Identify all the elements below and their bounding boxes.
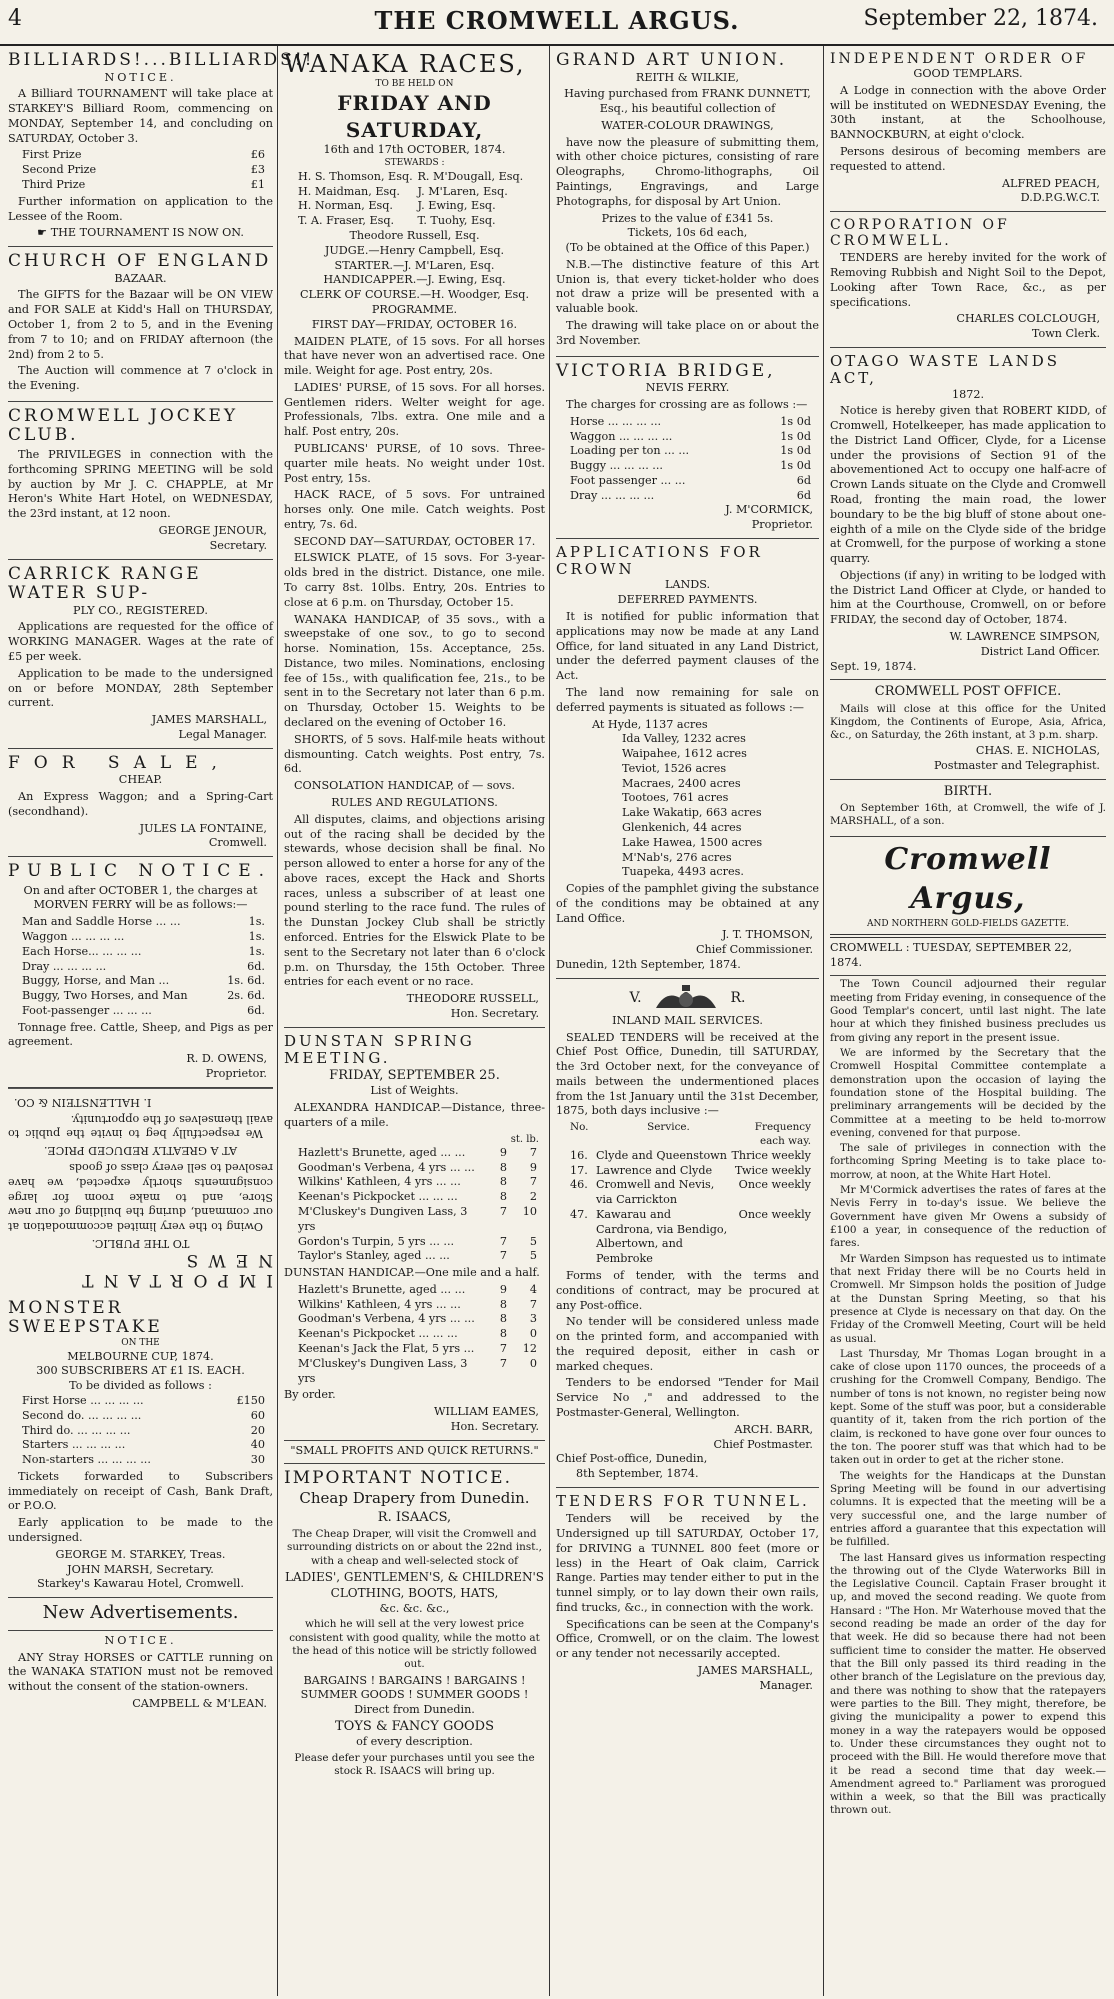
mail-role: Chief Postmaster. <box>713 1437 813 1451</box>
steward-row: T. A. Fraser, Esq. T. Tuohy, Esq. <box>298 214 496 228</box>
land-item: Macraes, 2400 acres <box>622 776 741 790</box>
royal-crest-line <box>556 982 819 1014</box>
for-sale-heading: FOR SALE, <box>8 752 231 773</box>
victoria-sub: NEVIS FERRY. <box>645 381 730 395</box>
jockey-body: The PRIVILEGES in connection with the forthcoming SPRING MEETING will be sold by auction by Mr J. C. CHAPPLE, at Mr Heron's White Hart Hotel, on WEDNESDAY, the 23rd instant, at 12 noon. <box>8 448 273 521</box>
weight-row: Taylor's Stanley, aged ... ... 7 5 <box>298 1249 537 1263</box>
jockey-heading: CROMWELL JOCKEY CLUB. <box>8 405 239 446</box>
vr-v: V. <box>629 989 642 1006</box>
crown-deferred: DEFERRED PAYMENTS. <box>617 593 758 607</box>
sweepstake-prize-row: Second do. ... ... ... ... 60 <box>22 1408 265 1422</box>
wanaka-days: FRIDAY AND SATURDAY, <box>337 91 492 142</box>
drapery-heading: IMPORTANT NOTICE. <box>284 1468 512 1489</box>
post-office-ad <box>830 680 1106 780</box>
victoria-signature: J. M'CORMICK, <box>725 503 813 517</box>
otago-year: 1872. <box>951 387 985 401</box>
carrick-sub: PLY CO., REGISTERED. <box>73 603 208 617</box>
argus-logo: Cromwell Argus, <box>884 841 1052 917</box>
drapery-bargains: BARGAINS ! BARGAINS ! BARGAINS ! <box>303 1673 526 1687</box>
art-union-firm: REITH & WILKIE, <box>635 70 740 84</box>
land-item: Lake Hawea, 1500 acres <box>622 835 763 849</box>
sweepstake-prize-row: Third do. ... ... ... ... 20 <box>22 1423 265 1437</box>
land-item: At Hyde, 1137 acres <box>592 717 708 731</box>
carrick-heading: CARRICK RANGE WATER SUP- <box>8 563 202 604</box>
weight-row: Wilkins' Kathleen, 4 yrs ... ... 8 7 <box>298 1297 537 1311</box>
rules-title: RULES AND REGULATIONS. <box>331 795 498 809</box>
news-paragraph: Last Thursday, Mr Thomas Logan brought in a cake of close upon 1170 ounces, the proceeds of a crushing for the Cromwell Company, Bendigo. The number of tons is not known, no register being now kept. Some of the stuff was poor, but a considerable quantity of it, taken from the rich portion of the claim, is reckoned to have gone over four ounces to the ton. The poorer stuff was that which had to be taken out in order to get at the richer stone. <box>830 1347 1106 1467</box>
sweepstake-prize-row: Non-starters ... ... ... ... 30 <box>22 1453 265 1467</box>
stray-notice-body: ANY Stray HORSES or CATTLE running on the WANAKA STATION must not be removed without the consent of the station-owners. <box>8 1650 273 1694</box>
drapery-body-2: which he will sell at the very lowest price consistent with good quality, while the motto at the head of this notice will be strictly followed out. <box>289 1618 540 1671</box>
tunnel-spec: Specifications can be seen at the Company's Office, Cromwell, or on the claim. The lowest or any tender not necessarily accepted. <box>556 1617 819 1661</box>
stray-horses-ad <box>8 1631 273 1717</box>
dunstan-handicap: DUNSTAN HANDICAP.—One mile and a half. <box>284 1266 540 1280</box>
public-notice-ad <box>8 857 273 1088</box>
birth-heading: BIRTH. <box>943 784 993 799</box>
church-heading: CHURCH OF ENGLAND <box>8 251 272 272</box>
issue-date: September 22, 1874. <box>863 6 1098 31</box>
inland-mail-ad <box>556 979 819 1488</box>
mail-endorse: Tenders to be endorsed "Tender for Mail Service No ," and addressed to the Postmaster-General, Wellington. <box>556 1376 819 1419</box>
land-item: Tuapeka, 4493 acres. <box>622 865 744 879</box>
victoria-intro: The charges for crossing are as follows :— <box>566 397 808 411</box>
alexandra-handicap: ALEXANDRA HANDICAP.—Distance, three-quarters of a mile. <box>284 1101 545 1129</box>
page-header <box>0 0 1114 46</box>
art-union-body: have now the pleasure of submitting them, with other choice pictures, consisting of rare Oleographs, Chromo-lithographs, Oil Paintings, Engravings, and Large Photographs, for disposal by Art Union. <box>556 135 819 208</box>
important-news-ad-upside-down <box>8 1088 273 1294</box>
wanaka-signature: THEODORE RUSSELL, <box>406 992 539 1006</box>
sweepstake-on: ON THE <box>121 1337 160 1348</box>
drapery-name: R. ISAACS, <box>377 1509 452 1525</box>
weight-row: Keenan's Pickpocket ... ... ... 8 0 <box>298 1327 537 1341</box>
corporation-body: TENDERS are hereby invited for the work of Removing Rubbish and Night Soil to the Depot, Looking after Town Race, &c., as per specifications. <box>830 251 1106 309</box>
cheap-drapery-ad <box>284 1464 545 1785</box>
bridge-rate-row: Dray ... ... ... ... 6d <box>570 488 811 502</box>
weight-row: Gordon's Turpin, 5 yrs ... ... 7 5 <box>298 1234 537 1248</box>
mail-office: Chief Post-office, Dunedin, <box>556 1452 708 1466</box>
tunnel-heading: TENDERS FOR TUNNEL. <box>556 1491 810 1510</box>
corporation-heading: CORPORATION OF CROMWELL. <box>830 217 1010 250</box>
race-entry: ELSWICK PLATE, of 15 sovs. For 3-year-olds bred in the district. Distance, one mile. To carry 8st. 10lbs. Entry, 20s. Entries to close at 6 p.m. on Thursday, October 15. <box>284 551 545 609</box>
ferry-rate-row: Man and Saddle Horse ... ... 1s. <box>22 915 265 929</box>
public-notice-heading: PUBLIC NOTICE. <box>8 861 273 882</box>
mail-table-header: No. Service. Frequency each way. <box>570 1121 811 1147</box>
church-body: The GIFTS for the Bazaar will be ON VIEW and FOR SALE at Kidd's Hall on THURSDAY, October 1, from 2 to 5, and in the Evening from 7 to 10; and on FRIDAY afternoon (the 2nd) from 2 to 5. <box>8 288 273 361</box>
drapery-sub: Cheap Drapery from Dunedin. <box>299 1489 530 1508</box>
mail-forms: Forms of tender, with the terms and conditions of contract, may be procured at any Post-office. <box>556 1268 819 1312</box>
steward-row: H. Norman, Esq. J. Ewing, Esq. <box>298 199 496 213</box>
birth-body: On September 16th, at Cromwell, the wife of J. MARSHALL, of a son. <box>830 802 1106 828</box>
billiards-footer: ☛ THE TOURNAMENT IS NOW ON. <box>37 226 244 240</box>
steward-last: Theodore Russell, Esq. <box>349 229 480 243</box>
templars-role: D.D.P.G.W.C.T. <box>1020 191 1100 205</box>
race-entry: MAIDEN PLATE, of 15 sovs. For all horses that have never won an advertised race. One mile. Weight for age. Post entry, 20s. <box>284 334 545 378</box>
news-paragraph: We are informed by the Secretary that the Cromwell Hospital Committee contemplate a demonstration upon the occasion of laying the foundation stone of the Hospital building. The preliminary arrangements will be decided by the Committee at a meeting to be held to-morrow evening, convened for that purpose. <box>830 1046 1106 1139</box>
billiards-ad <box>8 46 315 247</box>
column-4 <box>826 46 1110 1996</box>
crown-body: It is notified for public information that applications may now be made at any Land Office, for land situated in any Land District, under the deferred payment clauses of the Act. <box>556 610 819 683</box>
weight-row: M'Cluskey's Dungiven Lass, 3 yrs 7 10 <box>298 1204 537 1233</box>
royal-crest-icon <box>646 982 726 1014</box>
important-news-invite: We respectfully beg to invite the public to avail themselves of the opportunity. <box>8 1112 273 1141</box>
weight-row: Goodman's Verbena, 4 yrs ... ... 8 3 <box>298 1312 537 1326</box>
drapery-summer: SUMMER GOODS ! SUMMER GOODS ! <box>300 1688 529 1702</box>
wanaka-handicapper: HANDICAPPER.—J. Ewing, Esq. <box>323 273 506 287</box>
news-paragraph: The weights for the Handicaps at the Dunstan Spring Meeting will be found in our advertising columns. It is expected that the meeting will be a very successful one, and the large number of entries afford a guarantee that this expectation will be fulfilled. <box>830 1469 1106 1549</box>
corporation-role: Town Clerk. <box>1031 327 1100 341</box>
race-entry: WANAKA HANDICAP, of 35 sovs., with a sweepstake of one sov., to go to second horse. Nomination, 15s. Acceptance, 25s. Distance, two miles. Nominations, enclosing fee of 15s., with qualification fee, 21s., to be sent in to the Secretary not later than 6 p.m. on Thursday, October 15. Weights to be declared on the evening of October 16. <box>284 612 545 730</box>
ferry-rate-row: Foot-passenger ... ... ... 6d. <box>22 1003 265 1017</box>
good-templars-ad <box>830 46 1106 212</box>
masthead-rule <box>830 934 1106 938</box>
land-item: Glenkenich, 44 acres <box>622 820 742 834</box>
land-item: Tootoes, 761 acres <box>622 791 729 805</box>
land-item: Ida Valley, 1232 acres <box>622 732 746 746</box>
masthead <box>830 837 1106 977</box>
drapery-every: of every description. <box>356 1735 473 1749</box>
carrick-body-2: Application to be made to the undersigned on or before MONDAY, 28th September current. <box>8 666 273 710</box>
wanaka-clerk: CLERK OF COURSE.—H. Woodger, Esq. <box>299 288 530 302</box>
carrick-signature: JAMES MARSHALL, <box>151 713 267 727</box>
for-sale-place: Cromwell. <box>208 836 267 850</box>
for-sale-signature: JULES LA FONTAINE, <box>139 821 267 835</box>
prize-row: First Prize £6 <box>22 148 265 162</box>
wanaka-judge: JUDGE.—Henry Campbell, Esq. <box>324 243 505 257</box>
weight-row: Hazlett's Brunette, aged ... ... 9 7 <box>298 1145 537 1159</box>
column-2 <box>280 46 550 1996</box>
weight-row: Hazlett's Brunette, aged ... ... 9 4 <box>298 1282 537 1296</box>
bridge-rate-row: Foot passenger ... ... 6d <box>570 473 811 487</box>
billiards-notice: NOTICE. <box>104 70 177 84</box>
important-news-sub: TO THE PUBLIC. <box>91 1236 190 1250</box>
race-entry: PUBLICANS' PURSE, of 10 sovs. Three-quarter mile heats. No weight under 10st. Post entry, 15s. <box>284 441 545 485</box>
news-column <box>830 978 1106 1817</box>
victoria-role: Proprietor. <box>751 518 813 532</box>
art-union-obtain: (To be obtained at the Office of this Paper.) <box>565 241 810 255</box>
weight-row: Wilkins' Kathleen, 4 yrs ... ... 8 7 <box>298 1175 537 1189</box>
sweepstake-subscribers: 300 SUBSCRIBERS AT £1 IS. EACH. <box>36 1364 245 1378</box>
billiards-further: Further information on application to the Lessee of the Room. <box>8 194 273 223</box>
carrick-role: Legal Manager. <box>178 727 267 741</box>
ferry-rate-row: Dray ... ... ... ... 6d. <box>22 959 265 973</box>
mail-service-row: 17. Lawrence and Clyde Twice weekly <box>570 1163 811 1177</box>
public-notice-intro: On and after OCTOBER 1, the charges at MORVEN FERRY will be as follows:— <box>23 883 258 912</box>
wanaka-day-1: FIRST DAY—FRIDAY, OCTOBER 16. <box>311 317 518 331</box>
crown-signature: J. T. THOMSON, <box>722 928 813 942</box>
otago-signature: W. LAWRENCE SIMPSON, <box>949 630 1100 643</box>
small-profits-banner <box>284 1441 545 1465</box>
dunstan-signature: WILLIAM EAMES, <box>434 1405 539 1419</box>
billiards-heading: BILLIARDS!...BILLIARDS!! <box>8 50 315 70</box>
tunnel-tenders-ad <box>556 1488 819 1699</box>
otago-date: Sept. 19, 1874. <box>830 659 917 673</box>
sweepstake-sign-3: Starkey's Kawarau Hotel, Cromwell. <box>37 1577 244 1591</box>
art-union-tickets: Tickets, 10s 6d each, <box>627 226 748 240</box>
wanaka-day-2: SECOND DAY—SATURDAY, OCTOBER 17. <box>293 534 536 548</box>
wanaka-role: Hon. Secretary. <box>450 1006 539 1020</box>
wanaka-programme: PROGRAMME. <box>371 302 458 316</box>
church-auction: The Auction will commence at 7 o'clock in the Evening. <box>8 364 273 393</box>
wanaka-races-ad <box>284 46 545 1028</box>
art-union-ad <box>556 46 819 357</box>
post-office-body: Mails will close at this office for the United Kingdom, the Continents of Europe, Asia, Africa, &c., on Saturday, the 26th instant, at 3 p.m. sharp. <box>830 702 1106 742</box>
post-office-signature: CHAS. E. NICHOLAS, <box>975 744 1100 758</box>
land-item: Waipahee, 1612 acres <box>622 747 747 761</box>
newspaper-title: THE CROMWELL ARGUS. <box>374 6 740 35</box>
masthead-sub: AND NORTHERN GOLD-FIELDS GAZETTE. <box>867 918 1069 929</box>
church-sub: BAZAAR. <box>114 271 167 285</box>
important-news-price: AT A GREATLY REDUCED PRICE. <box>43 1143 238 1157</box>
new-advertisements-heading: New Advertisements. <box>42 1602 239 1624</box>
bridge-rate-row: Horse ... ... ... ... 1s 0d <box>570 414 811 428</box>
sweepstake-cup: MELBOURNE CUP, 1874. <box>67 1349 214 1363</box>
public-notice-signature: R. D. OWENS, <box>186 1052 267 1066</box>
weight-row: Goodman's Verbena, 4 yrs ... ... 8 9 <box>298 1160 537 1174</box>
sweepstake-prize-row: Starters ... ... ... ... 40 <box>22 1438 265 1452</box>
page-number: 4 <box>8 6 22 31</box>
drapery-toys: TOYS & FANCY GOODS <box>335 1718 494 1734</box>
steward-row: H. Maidman, Esq. J. M'Laren, Esq. <box>298 184 508 198</box>
art-union-intro: Having purchased from FRANK DUNNETT, Esq., his beautiful collection of <box>564 87 811 116</box>
race-entry: SHORTS, of 5 sovs. Half-mile heats without dismounting. Catch weights. Post entry, 7s. 6d. <box>284 732 545 776</box>
weight-row: Keenan's Jack the Flat, 5 yrs ... 7 12 <box>298 1342 537 1355</box>
drapery-goods: LADIES', GENTLEMEN'S, & CHILDREN'S CLOTHING, BOOTS, HATS, <box>284 1569 545 1600</box>
stray-notice-signature: CAMPBELL & M'LEAN. <box>132 1697 267 1711</box>
wanaka-starter: STARTER.—J. M'Laren, Esq. <box>334 258 495 272</box>
art-union-drawing: The drawing will take place on or about the 3rd November. <box>556 319 819 347</box>
for-sale-body: An Express Waggon; and a Spring-Cart (secondhand). <box>8 789 273 818</box>
important-news-heading: IMPORTANT NEWS <box>72 1250 273 1290</box>
race-entry: LADIES' PURSE, of 15 sovs. For all horses. Gentlemen riders. Welter weight for age. Professionals, 7lbs. extra. One mile and a half. Post entry, 20s. <box>284 380 545 439</box>
corporation-signature: CHARLES COLCLOUGH, <box>956 312 1100 326</box>
mail-heading: INLAND MAIL SERVICES. <box>612 1013 763 1027</box>
templars-persons: Persons desirous of becoming members are requested to attend. <box>830 145 1106 173</box>
jockey-club-ad <box>8 402 273 560</box>
otago-role: District Land Officer. <box>980 644 1100 658</box>
mail-no-tender: No tender will be considered unless made on the printed form, and accompanied with the required deposit, either in cash or marked cheques. <box>556 1315 819 1373</box>
prize-row: Second Prize £3 <box>22 163 265 177</box>
mail-service-row: 47. Kawarau and Cardrona, via Bendigo, Albertown, and Pembroke Once weekly <box>570 1207 811 1266</box>
ferry-rate-row: Each Horse... ... ... ... 1s. <box>22 944 265 958</box>
bridge-rate-row: Waggon ... ... ... ... 1s 0d <box>570 429 811 443</box>
dunstan-list: List of Weights. <box>370 1084 459 1098</box>
art-union-nb: N.B.—The distinctive feature of this Art Union is, that every ticket-holder who does not draw a prize will be presented with a valuable book. <box>556 257 819 316</box>
race-entry: HACK RACE, of 5 sovs. For untrained horses only. One mile. Catch weights. Post entry, 7s. 6d. <box>284 488 545 531</box>
weight-row: Keenan's Pickpocket ... ... ... 8 2 <box>298 1190 537 1204</box>
wanaka-heading: WANAKA RACES, <box>284 50 526 78</box>
dunstan-day: FRIDAY, SEPTEMBER 25. <box>329 1068 500 1084</box>
mail-service-row: 46. Cromwell and Nevis, via Carrickton Once weekly <box>570 1178 811 1207</box>
post-office-role: Postmaster and Telegraphist. <box>933 759 1100 773</box>
sweepstake-sign-2: JOHN MARSH, Secretary. <box>67 1562 214 1576</box>
land-item: Teviot, 1526 acres <box>622 761 727 775</box>
stewards-title: STEWARDS : <box>384 158 445 169</box>
dunstan-role: Hon. Secretary. <box>450 1419 539 1433</box>
small-profits-text: "SMALL PROFITS AND QUICK RETURNS." <box>290 1443 539 1457</box>
crown-sub: LANDS. <box>664 578 711 592</box>
carrick-water-ad <box>8 560 273 749</box>
sweepstake-divided: To be divided as follows : <box>69 1379 212 1393</box>
land-item: M'Nab's, 276 acres <box>622 850 732 864</box>
tunnel-role: Manager. <box>759 1678 813 1692</box>
new-advertisements-banner <box>8 1598 273 1631</box>
news-paragraph: The sale of privileges in connection with the forthcoming Spring Meeting is to take place to-morrow, at noon, at the White Hart Hotel. <box>830 1142 1106 1181</box>
otago-heading: OTAGO WASTE LANDS ACT, <box>830 352 1061 388</box>
mail-service-row: 16. Clyde and Queenstown Thrice weekly <box>570 1148 811 1162</box>
otago-objections: Objections (if any) in writing to be lodged with the District Land Officer at Clyde, or handed to him at the Courthouse, Cromwell, on or before FRIDAY, the second day of October, 1874. <box>830 568 1106 627</box>
dunstan-order: By order. <box>284 1388 336 1402</box>
drapery-defer: Please defer your purchases until you see the stock R. ISAACS will bring up. <box>294 1751 535 1778</box>
bridge-rate-row: Loading per ton ... ... 1s 0d <box>570 444 811 458</box>
otago-body: Notice is hereby given that ROBERT KIDD, of Cromwell, Hotelkeeper, has made application to the District Land Officer, Clyde, for a License under the provisions of Section 91 of the abovementioned Act to occupy one half-acre of Crown Lands situate on the Clyde and Cromwell Road, fronting the main road, the lower boundary to be the big bluff of stone about one-eighth of a mile on the Clyde side of the bridge at Cromwell, for the purpose of working a stone quarry. <box>830 404 1106 566</box>
drapery-etc: &c. &c. &c., <box>379 1601 450 1615</box>
crown-role: Chief Commissioner. <box>695 943 813 957</box>
monster-sweepstake-ad <box>8 1294 273 1598</box>
art-union-prizes: Prizes to the value of £341 5s. <box>601 211 774 225</box>
templars-sub: GOOD TEMPLARS. <box>913 67 1023 81</box>
tunnel-signature: JAMES MARSHALL, <box>697 1663 813 1677</box>
jockey-role: Secretary. <box>209 538 267 552</box>
tunnel-body: Tenders will be received by the Undersigned up till SATURDAY, October 17, for DRIVING a TUNNEL 800 feet (more or less) in the Heart of Oak claim, Carrick Range. Parties may tender either to put in the tunnel simply, or to lay down their own rails, find trucks, &c., in connection with the work. <box>556 1512 819 1614</box>
crown-copies: Copies of the pamphlet giving the substance of the conditions may be obtained at any Land Office. <box>556 882 819 925</box>
drapery-direct: Direct from Dunedin. <box>354 1703 475 1717</box>
stray-notice-heading: NOTICE. <box>104 1633 177 1647</box>
ferry-rate-row: Buggy, Two Horses, and Man 2s. 6d. <box>22 989 265 1003</box>
wanaka-held: TO BE HELD ON <box>375 78 454 89</box>
drapery-body: The Cheap Draper, will visit the Cromwell and surrounding districts on or about the 22nd inst., with a cheap and well-selected stock of <box>287 1527 542 1567</box>
important-news-signature: I. HALLENSTEIN & CO. <box>14 1095 152 1109</box>
billiards-body: A Billiard TOURNAMENT will take place at STARKEY'S Billiard Room, commencing on MONDAY, September 14, and concluding on SATURDAY, October 3. <box>8 87 273 145</box>
prize-row: Third Prize £1 <box>22 178 265 192</box>
sweepstake-early: Early application to be made to the undersigned. <box>8 1516 273 1545</box>
crown-heading: APPLICATIONS FOR CROWN <box>556 542 763 579</box>
birth-notice <box>830 780 1106 837</box>
templars-body: A Lodge in connection with the above Order will be instituted on WEDNESDAY Evening, the 30th instant, at the Schoolhouse, BANNOCKBURN, at eight o'clock. <box>830 83 1106 142</box>
victoria-heading: VICTORIA BRIDGE, <box>556 360 776 381</box>
public-notice-role: Proprietor. <box>205 1067 267 1080</box>
dunstan-heading: DUNSTAN SPRING MEETING. <box>284 1031 475 1067</box>
victoria-bridge-ad <box>556 357 819 539</box>
crown-body-2: The land now remaining for sale on deferred payments is situated as follows :— <box>556 685 819 714</box>
weight-unit: st. lb. <box>510 1133 539 1145</box>
church-bazaar-ad <box>8 247 273 402</box>
ferry-rate-row: Buggy, Horse, and Man ... 1s. 6d. <box>22 974 265 988</box>
news-paragraph: The last Hansard gives us information respecting the throwing out of the Clyde Waterworks Bill in the Legislative Council. Captain Fraser brought it up, and moved the second reading. We quote from Hansard : "The Hon. Mr Waterhouse moved that the second reading be made an order of the day for that week. He did so because there had not been sufficient time to consider the matter. He observed that the Bill only passed its third reading in the other branch of the Legislature on the previous day, and there was nothing to show that the ratepayers were parties to the Bill. They might, therefore, be giving the municipality a power to expend this money in a way the ratepayers would be opposed to. Under these circumstances they ought not to proceed with the Bill. He would therefore move that it be read a second time that day week.—Amendment agreed to." Parliament was prorogued within a week, so that the Bill was practically thrown out. <box>830 1551 1106 1817</box>
masthead-dateline: CROMWELL : TUESDAY, SEPTEMBER 22, 1874. <box>830 940 1072 969</box>
dunstan-meeting-ad <box>284 1028 545 1441</box>
corporation-ad <box>830 212 1106 348</box>
templars-heading: INDEPENDENT ORDER OF <box>830 51 1089 67</box>
mail-signature: ARCH. BARR, <box>734 1422 813 1436</box>
mail-body: SEALED TENDERS will be received at the Chief Post Office, Dunedin, till SATURDAY, the 3rd October next, for the conveyance of mails between the undermentioned places from the 1st January until the 31st December, 1875, both days inclusive :— <box>556 1030 819 1118</box>
for-sale-ad <box>8 749 273 857</box>
crown-lands-ad <box>556 539 819 979</box>
for-sale-sub: CHEAP. <box>118 773 163 787</box>
otago-waste-lands-ad <box>830 348 1106 680</box>
sweepstake-sign-1: GEORGE M. STARKEY, Treas. <box>55 1547 226 1561</box>
post-office-heading: CROMWELL POST OFFICE. <box>874 684 1062 700</box>
sweepstake-prize-row: First Horse ... ... ... ... £150 <box>22 1394 265 1407</box>
bridge-rate-row: Buggy ... ... ... ... 1s 0d <box>570 459 811 473</box>
carrick-body: Applications are requested for the office of WORKING MANAGER. Wages at the rate of £5 per week. <box>8 620 273 663</box>
news-paragraph: The Town Council adjourned their regular meeting from Friday evening, in consequence of the Good Templar's concert, until last night. The late hour at which they finished business precludes us from giving any report in the present issue. <box>830 978 1106 1044</box>
templars-signature: ALFRED PEACH, <box>1001 176 1100 190</box>
wanaka-dates: 16th and 17th OCTOBER, 1874. <box>323 143 506 157</box>
ferry-rate-row: Waggon ... ... ... ... 1s. <box>22 929 265 943</box>
land-item: Lake Wakatip, 663 acres <box>622 806 762 820</box>
weight-row: M'Cluskey's Dungiven Lass, 3 yrs 7 0 <box>298 1356 537 1385</box>
sweepstake-tickets: Tickets forwarded to Subscribers immediately on receipt of Cash, Bank Draft, or P.O.O. <box>8 1469 273 1513</box>
rules-body: All disputes, claims, and objections arising out of the racing shall be decided by the stewards, whose decision shall be final. No person allowed to enter a horse for any of the above races, except the Hack and Shorts races, unless a subscriber of at least one pound sterling to the race fund. The rules of the Dunstan Jockey Club shall be strictly enforced. Entries for the Elswick Plate to be sent to the Secretary not later than 6 o'clock p.m. on Thursday, the 15th October. Three entries for each event or no race. <box>284 812 545 989</box>
public-notice-tonnage: Tonnage free. Cattle, Sheep, and Pigs as per agreement. <box>8 1020 273 1049</box>
race-entry: CONSOLATION HANDICAP, of — sovs. <box>294 779 515 793</box>
news-paragraph: Mr Warden Simpson has requested us to intimate that next Friday there will be no Courts held in Cromwell. Mr Simpson holds the position of Judge at the Dunstan Spring Meeting, so that his presence at Clyde is necessary on that day. On the Friday of the Cromwell Meeting, Court will be held as usual. <box>830 1252 1106 1345</box>
vr-r: R. <box>730 989 746 1006</box>
jockey-signature: GEORGE JENOUR, <box>158 523 267 537</box>
important-news-body: Owing to the very limited accommodation at our command, during the building of our new Store, and to make room for large consignments shortly expected, we have resolved to sell every class of goods <box>8 1160 273 1233</box>
news-paragraph: Mr M'Cormick advertises the rates of fares at the Nevis Ferry in to-day's issue. We believe the Government have given Mr Owens a subsidy of £100 a year, in consequence of the reduction of fares. <box>830 1184 1106 1250</box>
crown-date: Dunedin, 12th September, 1874. <box>556 958 741 971</box>
column-3 <box>552 46 824 1996</box>
art-union-wc: WATER-COLOUR DRAWINGS, <box>601 118 774 132</box>
mail-date: 8th September, 1874. <box>576 1467 699 1481</box>
art-union-heading: GRAND ART UNION. <box>556 50 788 70</box>
sweepstake-heading: MONSTER SWEEPSTAKE <box>8 1297 163 1338</box>
steward-row: H. S. Thomson, Esq. R. M'Dougall, Esq. <box>298 169 524 183</box>
